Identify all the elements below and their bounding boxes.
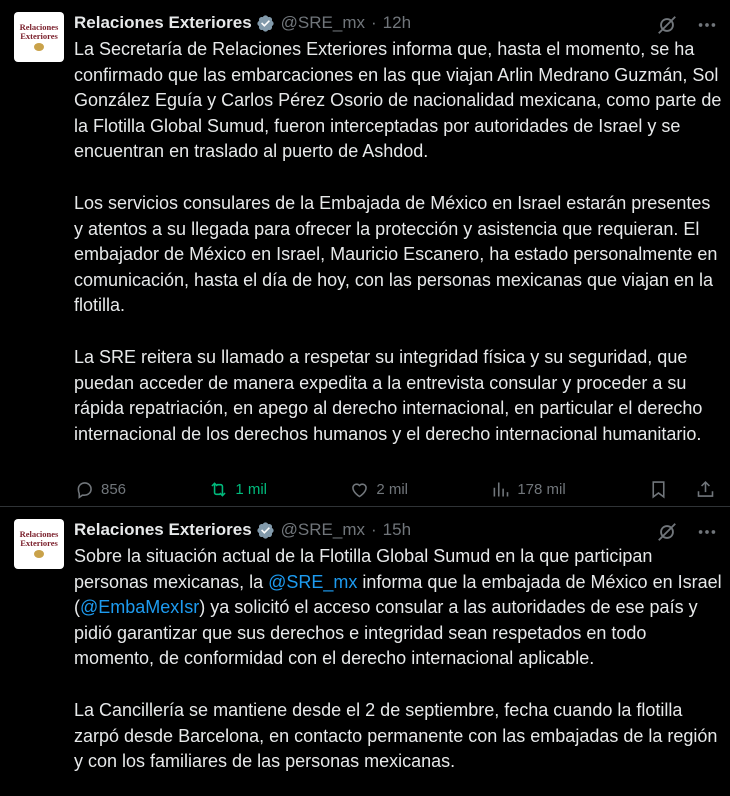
mention-link[interactable]: @EmbaMexIsr — [80, 597, 200, 618]
grok-icon[interactable] — [656, 521, 678, 543]
avatar-logo-text-line1: Relaciones — [19, 529, 59, 539]
avatar[interactable] — [14, 12, 64, 62]
tweet-header — [74, 12, 714, 34]
tweet[interactable] — [0, 507, 730, 795]
tweet-text — [74, 37, 724, 447]
views-count: 178 mil — [517, 481, 566, 498]
tweet-paragraph: La SRE reitera su llamado a respetar su integridad física y su seguridad, que puedan acceder de manera expedita a la entrevista consular y proceder a su rápida repatriación, en apego al derecho internacional, en particular el derecho internacional de los derechos humanos y el derecho internacional humanitario. — [74, 346, 703, 444]
author-handle[interactable]: @SRE_mx — [280, 13, 365, 32]
text-segment: ) ya solicitó el acceso consular a las autoridades de ese país y pidió garantizar que sus derechos e integridad sean respetados en todo momento, de conformidad con el derecho internacional aplicable. — [74, 597, 698, 669]
views-button[interactable] — [490, 479, 565, 500]
bookmark-icon — [648, 479, 669, 500]
bookmark-button[interactable] — [648, 479, 669, 500]
tweet-timestamp[interactable]: 15h — [382, 520, 412, 539]
seal-icon — [34, 550, 44, 558]
more-options-icon[interactable] — [696, 521, 718, 543]
more-options-icon[interactable] — [696, 14, 718, 36]
verified-badge-icon[interactable] — [256, 521, 275, 540]
text-segment: Sobre la situación actual de la Flotilla Global Sumud en la que participan personas mexicanas, la — [74, 546, 653, 592]
reply-count: 856 — [101, 481, 127, 498]
reply-icon — [74, 479, 95, 500]
repost-icon — [208, 479, 229, 500]
reply-button[interactable] — [74, 479, 126, 500]
tweet-text — [74, 544, 724, 775]
heart-icon — [349, 479, 370, 500]
tweet-paragraph: La Secretaría de Relaciones Exteriores informa que, hasta el momento, se ha confirmado que las embarcaciones en las que viajan Arlin Medrano Guzmán, Sol González Eguía y Carlos Pérez Osorio de nacionalidad mexicana, como parte de la Flotilla Global Sumud, fueron interceptadas por autoridades de Israel y se encuentran en traslado al puerto de Ashdod. — [74, 39, 722, 162]
avatar[interactable] — [14, 519, 64, 569]
share-icon — [695, 479, 716, 500]
repost-button[interactable] — [208, 479, 267, 500]
grok-icon[interactable] — [656, 14, 678, 36]
separator-dot: · — [370, 520, 377, 539]
analytics-icon — [490, 479, 511, 500]
like-count: 2 mil — [376, 481, 408, 498]
text-segment: informa que la embajada de México en Israel ( — [74, 571, 722, 618]
author-handle[interactable]: @SRE_mx — [280, 520, 365, 539]
tweet-paragraph: Los servicios consulares de la Embajada de México en Israel estarán presentes y atentos a su llegada para ofrecer la protección y asistencia que requieran. El embajador de México en Israel, Mauricio Escanero, ha estado personalmente en comunicación, hasta el día de hoy, con las personas mexicanas que viajan en la flotilla. — [74, 192, 718, 316]
tweet-actions — [74, 479, 716, 500]
tweet-paragraph — [74, 544, 724, 672]
verified-badge-icon[interactable] — [256, 14, 275, 33]
like-button[interactable] — [349, 479, 408, 500]
seal-icon — [34, 43, 44, 51]
avatar-logo-text-line2: Exteriores — [20, 538, 58, 548]
avatar-logo-text-line1: Relaciones — [19, 22, 59, 32]
mention-link[interactable]: @SRE_mx — [268, 571, 358, 592]
author-name[interactable]: Relaciones Exteriores — [74, 520, 252, 539]
avatar-logo-text-line2: Exteriores — [20, 31, 58, 41]
tweet-paragraph: La Cancillería se mantiene desde el 2 de septiembre, fecha cuando la flotilla zarpó desde Barcelona, en contacto permanente con las embajadas de la región y con los familiares de las personas mexicanas. — [74, 699, 718, 772]
tweet-timestamp[interactable]: 12h — [382, 13, 412, 32]
repost-count: 1 mil — [235, 481, 268, 498]
share-button[interactable] — [695, 479, 716, 500]
author-name[interactable]: Relaciones Exteriores — [74, 13, 252, 32]
tweet-header — [74, 519, 714, 541]
separator-dot: · — [370, 13, 377, 32]
